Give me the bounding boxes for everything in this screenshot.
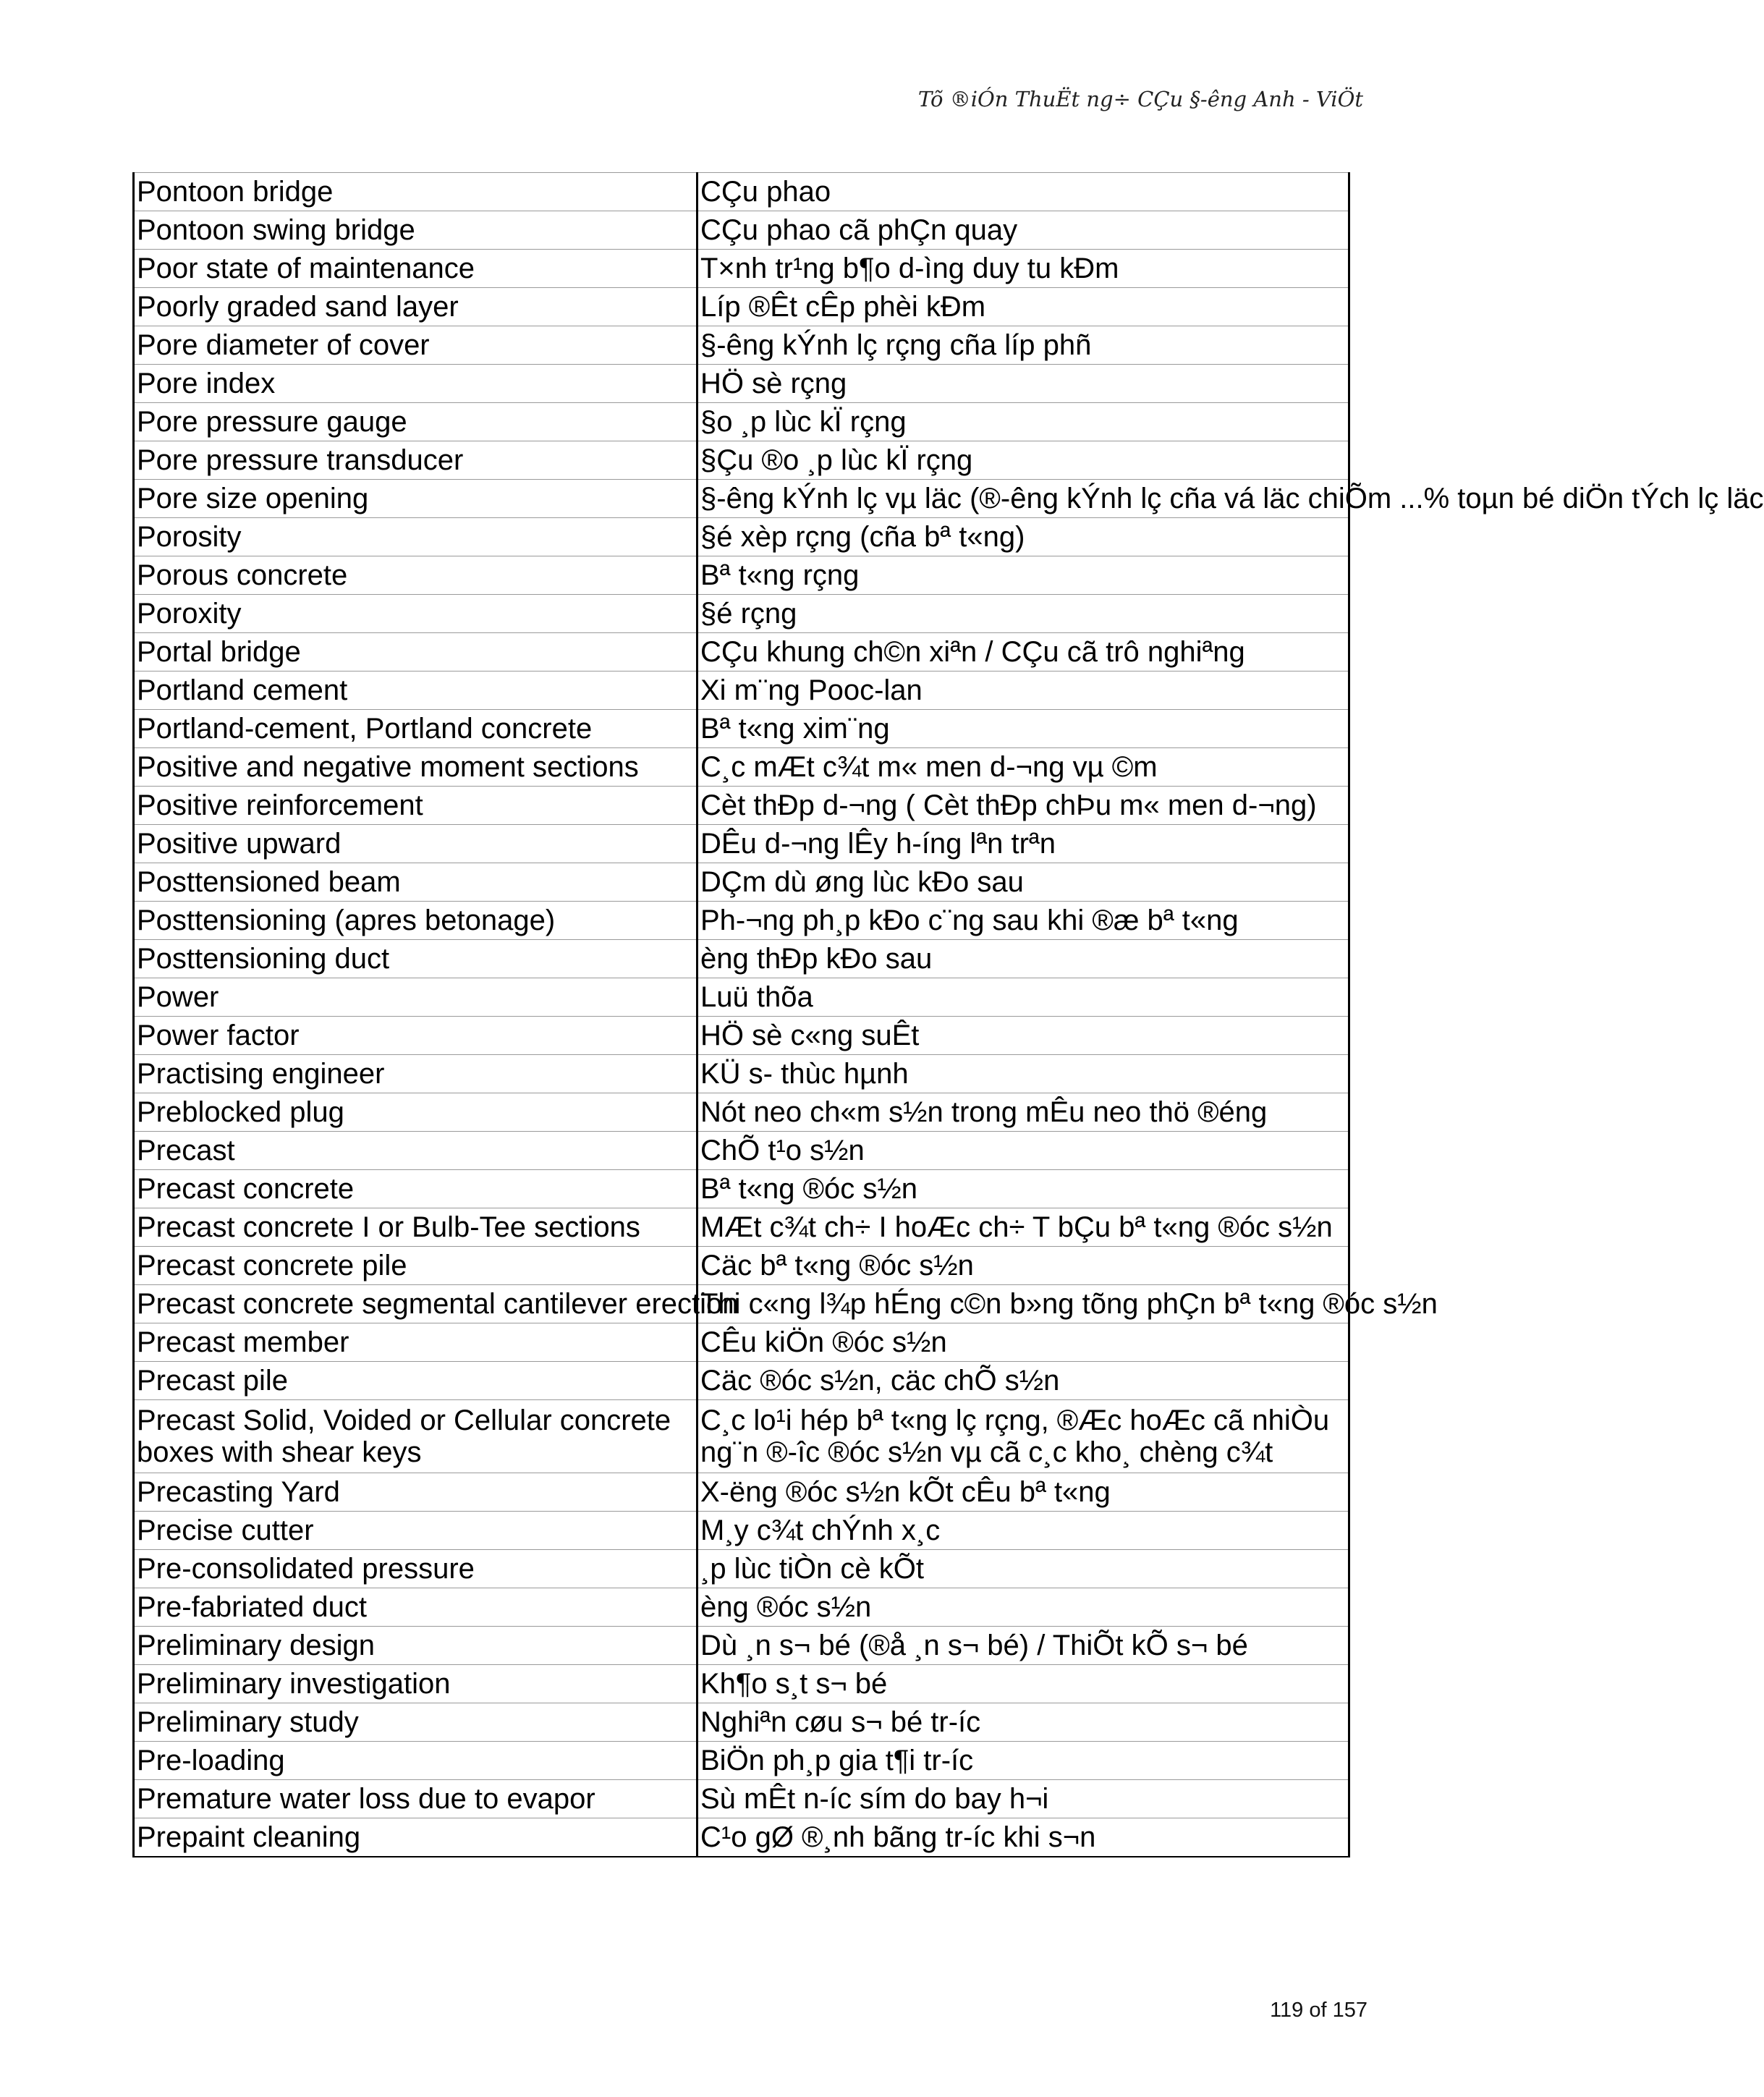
vietnamese-term: Luü thõa [697, 978, 1349, 1017]
vietnamese-term: C¸c lo¹i hép bª t«ng lç rçng, ®Æc hoÆc cã nhiÒu ng¨n ®-îc ®óc s½n vµ cã c¸c kho¸ chèng c¾t [697, 1400, 1349, 1473]
table-row [134, 441, 1349, 480]
vietnamese-term: §-êng kÝnh lç rçng cña líp phñ [697, 326, 1349, 365]
table-row [134, 1208, 1349, 1247]
vietnamese-term: §Çu ®o ¸p lùc kÏ rçng [697, 441, 1349, 480]
vietnamese-term: X-ëng ®óc s½n kÕt cÊu bª t«ng [697, 1473, 1349, 1512]
table-row [134, 633, 1349, 672]
english-term: Power [134, 978, 697, 1017]
vietnamese-term: Cäc bª t«ng ®óc s½n [697, 1247, 1349, 1285]
table-row [134, 173, 1349, 211]
table-row [134, 1742, 1349, 1780]
english-term: Pontoon swing bridge [134, 211, 697, 250]
vietnamese-term: DÊu d-¬ng lÊy h-íng lªn trªn [697, 825, 1349, 863]
vietnamese-term: BiÖn ph¸p gia t¶i tr-íc [697, 1742, 1349, 1780]
english-term: Portland-cement, Portland concrete [134, 710, 697, 748]
vietnamese-term: HÖ sè c«ng suÊt [697, 1017, 1349, 1055]
english-term: Preliminary design [134, 1627, 697, 1665]
table-row [134, 1627, 1349, 1665]
table-row [134, 1703, 1349, 1742]
table-row [134, 940, 1349, 978]
english-term: Pontoon bridge [134, 173, 697, 211]
table-row [134, 556, 1349, 595]
vietnamese-term: Ph-¬ng ph¸p kÐo c¨ng sau khi ®æ bª t«ng [697, 902, 1349, 940]
english-term: Porous concrete [134, 556, 697, 595]
english-term: Precasting Yard [134, 1473, 697, 1512]
vietnamese-term: Cäc ®óc s½n, cäc chÕ s½n [697, 1362, 1349, 1400]
table-row [134, 863, 1349, 902]
english-term: Pore diameter of cover [134, 326, 697, 365]
english-term: Poor state of maintenance [134, 250, 697, 288]
english-term: Pre-fabriated duct [134, 1588, 697, 1627]
english-term: Positive and negative moment sections [134, 748, 697, 787]
english-term: Pore size opening [134, 480, 697, 518]
table-row [134, 1780, 1349, 1818]
table-row [134, 1550, 1349, 1588]
english-term: Practising engineer [134, 1055, 697, 1093]
table-row [134, 403, 1349, 441]
table-row [134, 1285, 1349, 1323]
table-row [134, 1362, 1349, 1400]
vietnamese-term: CÇu phao [697, 173, 1349, 211]
vietnamese-term: §-êng kÝnh lç vµ läc (®-êng kÝnh lç cña vá läc chiÕm ...% toµn bé diÖn tÝch lç läc [697, 480, 1349, 518]
vietnamese-term: èng ®óc s½n [697, 1588, 1349, 1627]
english-term: Precast concrete [134, 1170, 697, 1208]
table-row [134, 250, 1349, 288]
table-row [134, 672, 1349, 710]
vietnamese-term: Thi c«ng l¾p hÉng c©n b»ng tõng phÇn bª t«ng ®óc s½n [697, 1285, 1349, 1323]
vietnamese-term: èng thÐp kÐo sau [697, 940, 1349, 978]
table-row [134, 748, 1349, 787]
vietnamese-term: CÊu kiÖn ®óc s½n [697, 1323, 1349, 1362]
vietnamese-term: M¸y c¾t chÝnh x¸c [697, 1512, 1349, 1550]
vietnamese-term: Nghiªn cøu s¬ bé tr-íc [697, 1703, 1349, 1742]
english-term: Precast concrete segmental cantilever erection [134, 1285, 697, 1323]
english-term: Pre-consolidated pressure [134, 1550, 697, 1588]
english-term: Precast concrete pile [134, 1247, 697, 1285]
english-term: Poorly graded sand layer [134, 288, 697, 326]
vietnamese-term: Bª t«ng ®óc s½n [697, 1170, 1349, 1208]
table-row [134, 1093, 1349, 1132]
english-term: Precast concrete I or Bulb-Tee sections [134, 1208, 697, 1247]
table-row [134, 710, 1349, 748]
table-row [134, 1818, 1349, 1857]
english-term: Portal bridge [134, 633, 697, 672]
english-term: Precise cutter [134, 1512, 697, 1550]
table-row [134, 480, 1349, 518]
table-row [134, 595, 1349, 633]
english-term: Positive reinforcement [134, 787, 697, 825]
english-term: Precast member [134, 1323, 697, 1362]
table-row [134, 825, 1349, 863]
vietnamese-term: Nót neo ch«m s½n trong mÊu neo thö ®éng [697, 1093, 1349, 1132]
table-row [134, 1512, 1349, 1550]
table-row [134, 1170, 1349, 1208]
table-row [134, 787, 1349, 825]
table-row [134, 902, 1349, 940]
table-row [134, 978, 1349, 1017]
english-term: Porosity [134, 518, 697, 556]
english-term: Posttensioning (apres betonage) [134, 902, 697, 940]
english-term: Precast Solid, Voided or Cellular concrete boxes with shear keys [134, 1400, 697, 1473]
table-row [134, 1055, 1349, 1093]
vietnamese-term: Bª t«ng rçng [697, 556, 1349, 595]
table-row [134, 211, 1349, 250]
vietnamese-term: DÇm dù øng lùc kÐo sau [697, 863, 1349, 902]
vietnamese-term: §é xèp rçng (cña bª t«ng) [697, 518, 1349, 556]
vietnamese-term: Kh¶o s¸t s¬ bé [697, 1665, 1349, 1703]
running-header: Tõ ®iÓn ThuËt ng÷ CÇu §-êng Anh - ViÖt [917, 87, 1363, 111]
table-row [134, 1665, 1349, 1703]
vietnamese-term: CÇu phao cã phÇn quay [697, 211, 1349, 250]
vietnamese-term: C¹o gØ ®¸nh bãng tr-íc khi s¬n [697, 1818, 1349, 1857]
english-term: Precast pile [134, 1362, 697, 1400]
english-term: Posttensioned beam [134, 863, 697, 902]
glossary-table [132, 172, 1764, 1857]
glossary-rows [134, 173, 1764, 1857]
vietnamese-term: §é rçng [697, 595, 1349, 633]
table-row [134, 1247, 1349, 1285]
vietnamese-term: Xi m¨ng Pooc-lan [697, 672, 1349, 710]
table-row [134, 1323, 1349, 1362]
vietnamese-term: Líp ®Êt cÊp phèi kÐm [697, 288, 1349, 326]
page-number: 119 of 157 [1270, 1999, 1367, 2022]
vietnamese-term: Dù ¸n s¬ bé (®å ¸n s¬ bé) / ThiÕt kÕ s¬ bé [697, 1627, 1349, 1665]
table-row [134, 1588, 1349, 1627]
vietnamese-term: ChÕ t¹o s½n [697, 1132, 1349, 1170]
table-row [134, 365, 1349, 403]
english-term: Positive upward [134, 825, 697, 863]
vietnamese-term: CÇu khung ch©n xiªn / CÇu cã trô nghiªng [697, 633, 1349, 672]
vietnamese-term: C¸c mÆt c¾t m« men d-¬ng vµ ©m [697, 748, 1349, 787]
english-term: Portland cement [134, 672, 697, 710]
table-row [134, 1473, 1349, 1512]
vietnamese-term: MÆt c¾t ch÷ I hoÆc ch÷ T bÇu bª t«ng ®óc s½n [697, 1208, 1349, 1247]
vietnamese-term: T×nh tr¹ng b¶o d-ìng duy tu kÐm [697, 250, 1349, 288]
table-row [134, 288, 1349, 326]
table-row [134, 1132, 1349, 1170]
english-term: Prepaint cleaning [134, 1818, 697, 1857]
vietnamese-term: HÖ sè rçng [697, 365, 1349, 403]
vietnamese-term: KÜ s- thùc hµnh [697, 1055, 1349, 1093]
english-term: Pore index [134, 365, 697, 403]
vietnamese-term: ¸p lùc tiÒn cè kÕt [697, 1550, 1349, 1588]
english-term: Preliminary study [134, 1703, 697, 1742]
table-row [134, 326, 1349, 365]
english-term: Preblocked plug [134, 1093, 697, 1132]
english-term: Precast [134, 1132, 697, 1170]
english-term: Poroxity [134, 595, 697, 633]
english-term: Pore pressure transducer [134, 441, 697, 480]
vietnamese-term: Sù mÊt n-íc sím do bay h¬i [697, 1780, 1349, 1818]
table-row [134, 1017, 1349, 1055]
table-row [134, 518, 1349, 556]
vietnamese-term: Cèt thÐp d-¬ng ( Cèt thÐp chÞu m« men d-¬ng) [697, 787, 1349, 825]
english-term: Pore pressure gauge [134, 403, 697, 441]
english-term: Posttensioning duct [134, 940, 697, 978]
english-term: Premature water loss due to evapor [134, 1780, 697, 1818]
english-term: Pre-loading [134, 1742, 697, 1780]
english-term: Power factor [134, 1017, 697, 1055]
english-term: Preliminary investigation [134, 1665, 697, 1703]
vietnamese-term: Bª t«ng xim¨ng [697, 710, 1349, 748]
vietnamese-term: §o ¸p lùc kÏ rçng [697, 403, 1349, 441]
table-row [134, 1400, 1349, 1473]
